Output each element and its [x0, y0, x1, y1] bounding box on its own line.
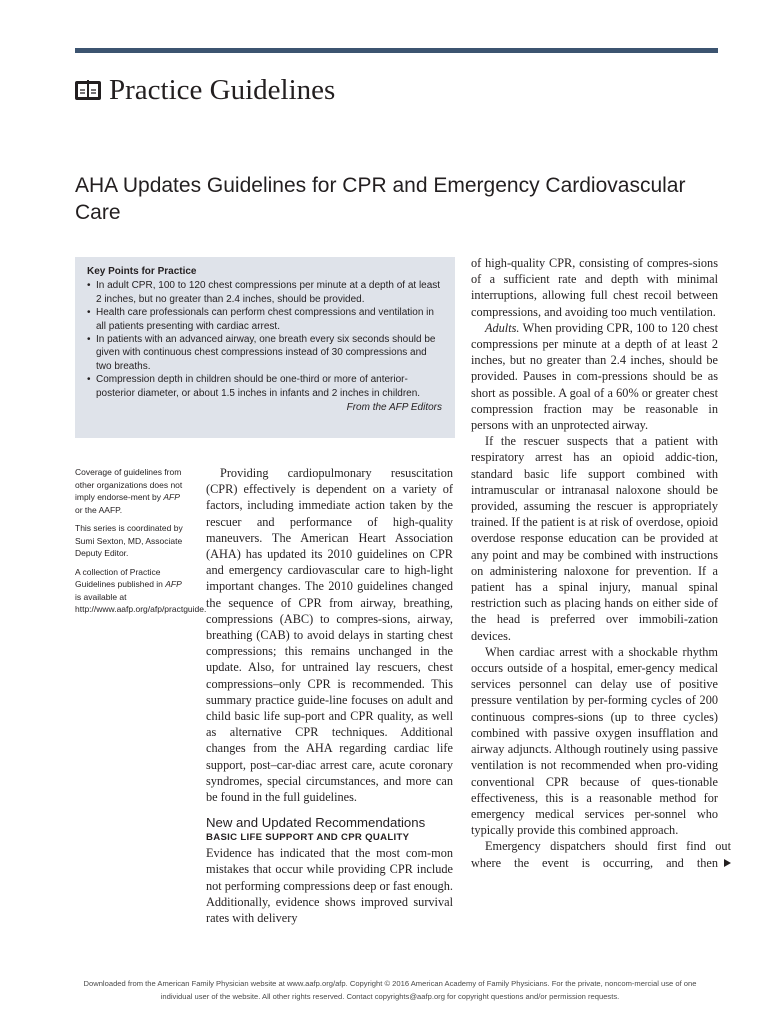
article-title: AHA Updates Guidelines for CPR and Emergency Cardiovascular Care: [75, 174, 686, 224]
evidence-paragraph-continued: of high-quality CPR, consisting of compres-sions of a sufficient rate and depth with minimal interruptions, allowing full chest recoil between compressions, and avoiding too much ventilation.: [471, 256, 718, 319]
collection-note-link[interactable]: is available at http://www.aafp.org/afp/practguide.: [75, 591, 207, 614]
subsection-heading: BASIC LIFE SUPPORT AND CPR QUALITY: [206, 832, 410, 844]
endorsement-note-end: or the AAFP.: [75, 504, 123, 515]
adults-text: When providing CPR, 100 to 120 chest compressions per minute at a depth of at least 2 inches, but no greater than 2.4 inches, should be provided. Pauses in com-pressions should be as short as possible. A goal of a 60% or greater chest compression fraction may be reasonable in persons with an unprotected airway.: [471, 320, 718, 433]
adults-label: Adults.: [485, 320, 520, 335]
key-point-item: • Health care professionals can perform chest compressions and ventilation in all patients presenting with cardiac arrest.: [87, 306, 442, 333]
section-header: [75, 70, 335, 110]
key-points-box: [75, 257, 455, 438]
dispatch-paragraph: [471, 838, 731, 870]
continue-arrow-icon: [724, 859, 731, 867]
side-notes: [75, 466, 207, 622]
collection-note-text: A collection of Practice Guidelines published in: [75, 566, 166, 589]
body-column-right: [471, 255, 731, 871]
section-title: Practice Guidelines: [109, 73, 336, 106]
adults-paragraph: [471, 320, 718, 433]
key-point-item: • In patients with an advanced airway, one breath every six seconds should be given with continuous chest compressions instead of 30 compressions and two breaths.: [87, 333, 442, 373]
key-points-title: Key Points for Practice: [87, 266, 197, 277]
collection-note: [75, 566, 207, 616]
evidence-paragraph: Evidence has indicated that the most com-mon mistakes that occur while providing CPR include not performing compressions deep or fast enough. Additionally, evidence shows improved survival rates with delivery: [206, 846, 453, 926]
afp-italic: AFP: [165, 579, 182, 589]
coordinator-note: This series is coordinated by Sumi Sexton, MD, Associate Deputy Editor.: [75, 523, 183, 558]
aafp-logo-icon: [75, 78, 101, 102]
body-column-middle: [206, 465, 453, 926]
key-point-item: • Compression depth in children should be one-third or more of anterior-posterior diameter, or about 1.5 inches in infants and 2 inches in children.: [87, 373, 442, 400]
afp-italic: AFP: [163, 492, 180, 502]
opioid-paragraph: If the rescuer suspects that a patient with respiratory arrest has an opioid addic-tion, standard basic life support combined with intramuscular or intranasal naloxone should be provided, assuming the rescuer is appropriately trained. If the patient is at risk of overdose, opioid overdose response education can be provided at any point and may be combined with instructions on administering naloxone for prevention. If a patient has a spinal injury, manual spinal restriction such as placing hands on either side of the head is preferred over immobili-zation devices.: [471, 434, 718, 643]
copyright-footer: Downloaded from the American Family Physician website at www.aafp.org/afp. Copyright © 2016 American Academy of Family Physicians. For the private, noncom-mercial use of one individual user of the website. All other rights reserved. Contact copyrights@aafp.org for copyright questions and/or permission requests.: [83, 979, 697, 1001]
endorsement-note-text: Coverage of guidelines from other organizations does not imply endorse-ment by: [75, 467, 183, 502]
section-heading: New and Updated Recommendations: [206, 815, 426, 831]
key-points-list: [87, 279, 442, 400]
shockable-paragraph: When cardiac arrest with a shockable rhythm occurs outside of a hospital, emer-gency medical services personnel can delay use of positive pressure ventilation by per-forming cycles of 200 continuous compres-sions (up to three cycles) combined with passive oxygen insufflation and airway adjuncts. Although routinely using passive ventilation is not recommended when pro-viding conventional CPR because of ques-tionable effectiveness, this is a reasonable method for emergency medical services per-sonnel who typically provide this combined approach.: [471, 644, 718, 838]
key-points-credit: From the AFP Editors: [346, 402, 442, 414]
dispatch-text: Emergency dispatchers should first find out where the event is occurring, and then: [471, 839, 731, 870]
key-point-item: • In adult CPR, 100 to 120 chest compressions per minute at a depth of at least 2 inches, but no greater than 2.4 inches, should be provided.: [87, 279, 442, 306]
endorsement-note: [75, 466, 185, 516]
intro-paragraph: Providing cardiopulmonary resuscitation (CPR) effectively is dependent on a variety of factors, including immediate action taken by the rescuer and performance of high-quality maneuvers. The American Heart Association (AHA) has updated its 2010 guidelines on CPR and emergency cardiovascular care to high-light important changes. The 2010 guidelines changed the sequence of CPR from airway, breathing, compressions (ABC) to compres-sions, airway, breathing (CAB) to avoid delays in starting chest compressions; this remains unchanged in the update. Also, for untrained lay rescuers, chest compressions–only CPR is recommended. This summary practice guide-line focuses on adult and child basic life sup-port and CPR quality, as well as alternative CPR techniques. Additional changes from the AHA regarding cardiac life support, post–car-diac arrest care, acute coronary syndromes, special circumstances, and more can be found in the full guidelines.: [206, 466, 453, 805]
top-rule: [75, 48, 718, 53]
